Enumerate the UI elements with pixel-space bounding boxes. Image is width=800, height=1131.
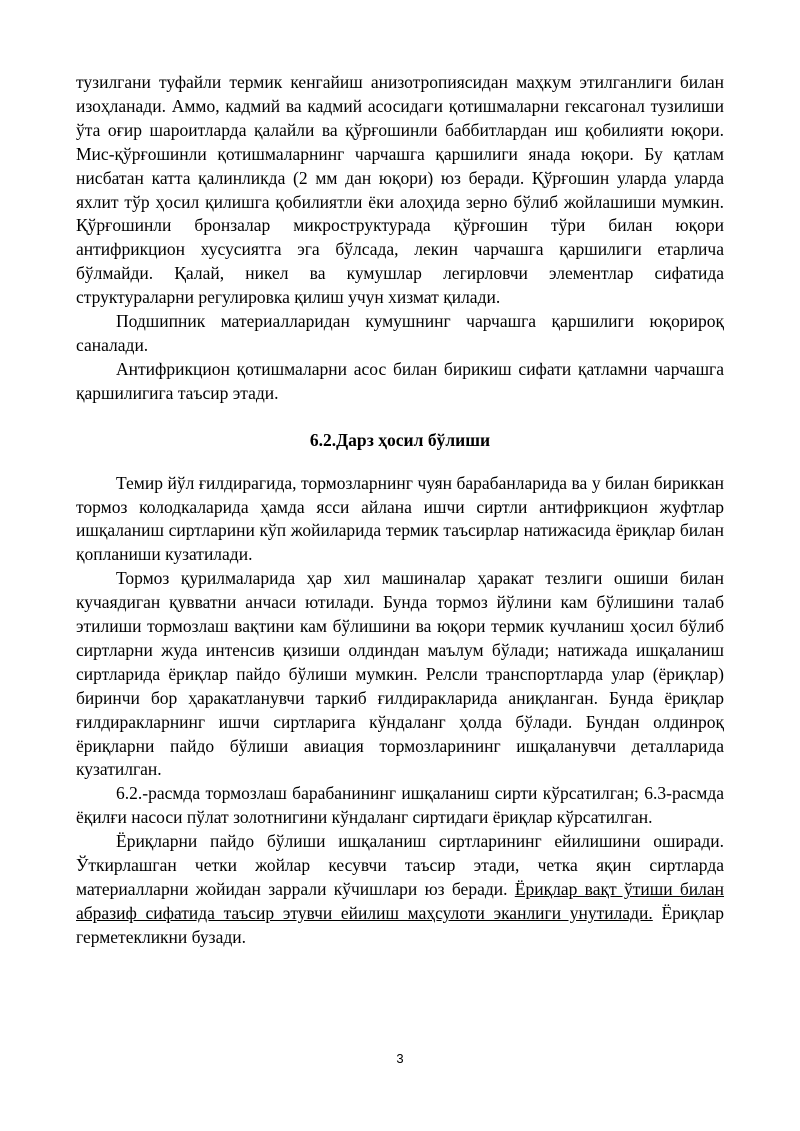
paragraph-crack-effects (76, 830, 724, 950)
page-number: 3 (396, 1051, 404, 1066)
paragraph-bonding-quality: Антифрикцион қотишмаларни асос билан бирикиш сифати қатламни чарчашга қаршилигига таъсир этади. (76, 358, 724, 403)
crack-effects-text: Ёриқларни пайдо бўлиши ишқаланиш сиртларининг ейилишини оширади. Ўткирлашган четки жойлар кесувчи таъсир этади, четка яқин сиртларда материалларни жойидан заррали кўчишлари юз беради. (76, 831, 724, 899)
paragraph-brake-devices: Тормоз қурилмаларида ҳар хил машиналар ҳаракат тезлиги ошиши билан кучаядиган қувватни анчаси ютилади. Бунда тормоз йўлини кам бўлишини талаб этилиши тормозлаш вақтини кам бўлишини ва юқори термик кучланиш ҳосил бўлиб сиртларни жуда интенсив қизиши олдиндан маълум бўлади; натижада ишқаланиш сиртларида ёриқлар пайдо бўлиши мумкин. Релсли транспортларда улар (ёриқлар) биринчи бор ҳаракатланувчи таркиб ғилдиракларида аниқланган. Бунда ёриқлар ғилдиракларнинг ишчи сиртларига кўндаланг ҳолда бўлади. Бундан олдинроқ ёриқларни пайдо бўлиши авиация тормозларининг ишқаланувчи деталларида кузатилган. (76, 568, 724, 780)
document-page (76, 71, 724, 950)
paragraph-figure-references: 6.2.-расмда тормозлаш барабанининг ишқаланиш сирти кўрсатилган; 6.3-расмда ёқилғи насоси пўлат золотнигини кўндаланг сиртидаги ёриқлар кўрсатилган. (76, 783, 724, 828)
paragraph-silver-fatigue: Подшипник материалларидан кумушнинг чарчашга қаршилиги юқорироқ саналади. (76, 311, 724, 355)
underlined-statement: Ёриқлар вақт ўтиши билан абразиф сифатида таъсир этувчи ейилиш маҳсулоти эканлиги унутилади. (76, 879, 725, 923)
paragraph-railway-wheel: Темир йўл ғилдирагида, тормозларнинг чуян барабанларида ва у билан бириккан тормоз колодкаларида ҳамда ясси айлана ишчи сиртли антифрикцион жуфтлар ишқаланиш сиртларини кўп жойиларида термик таъсирлар натижасида ёриқлар билан қопланиши кузатилади. (76, 472, 724, 565)
section-heading: 6.2.Дарз ҳосил бўлиши (309, 429, 491, 450)
paragraph-continuation: тузилгани туфайли термик кенгайиш анизотропиясидан маҳкум этилганлиги билан изоҳланади. Аммо, кадмий ва кадмий асосидаги қотишмаларни гексагонал тузилиши ўта оғир шароитларда қалайли ва қўрғошинли баббитлардан иш қобилияти юқори. Мис-қўрғошинли қотишмаларнинг чарчашга қаршилиги янада юқори. Бу қатлам нисбатан катта қалинликда (2 мм дан юқори) юз беради. Қўрғошин уларда уларда яхлит тўр ҳосил қилишга қобилиятли ёки алоҳида зерно бўлиб жойлашиши мумкин. Қўрғошинли бронзалар микроструктурада қўрғошин тўри билан юқори антифрикцион хусусиятга эга бўлсада, лекин чарчашга қаршилиги етарлича бўлмайди. Қалай, никел ва кумушлар легирловчи элементлар сифатида структураларни регулировка қилиш учун хизмат қилади. (76, 72, 724, 308)
crack-effects-tail: Ёриқлар герметекликни бузади. (76, 902, 724, 947)
